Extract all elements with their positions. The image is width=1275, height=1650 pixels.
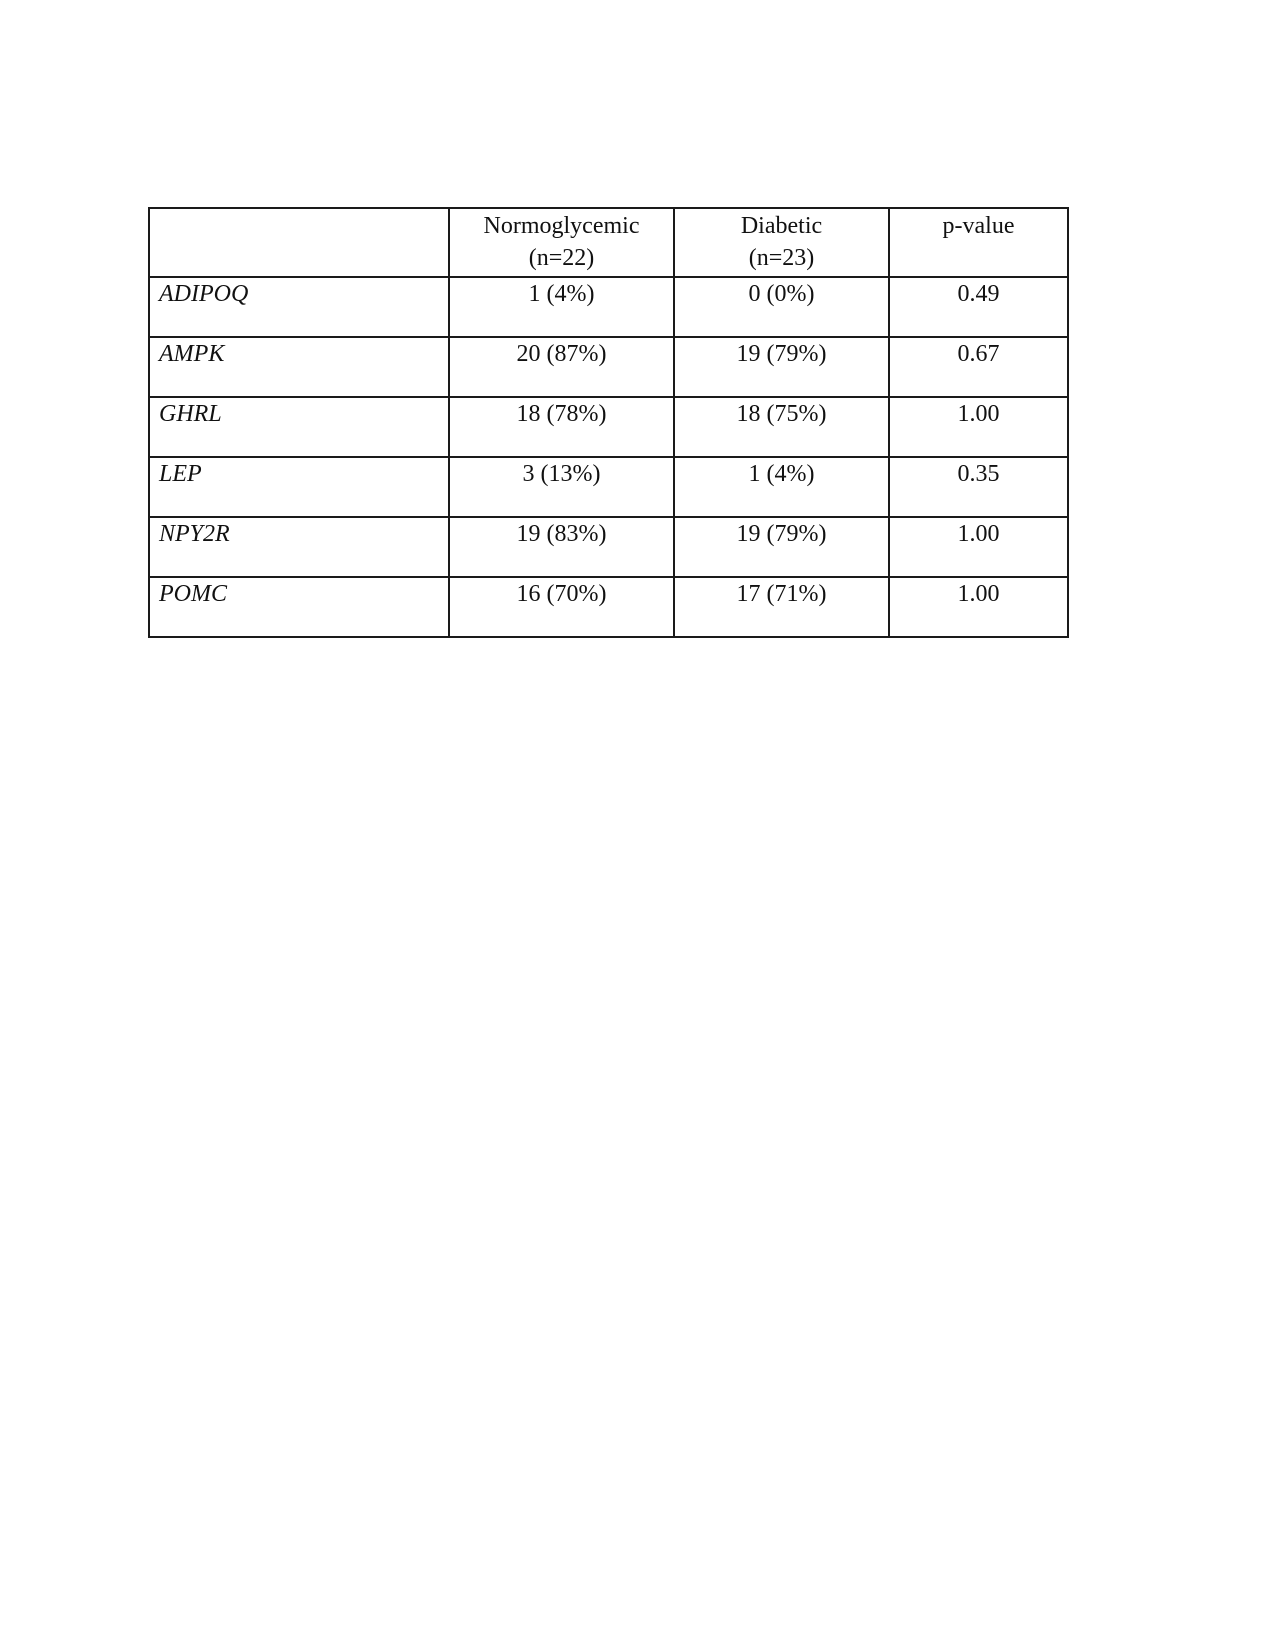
header-diabetic-n: (n=23) (748, 245, 815, 271)
p-value-cell: 1.00 (889, 577, 1068, 637)
header-cell-normoglycemic (449, 208, 674, 277)
normoglycemic-cell: 20 (87%) (449, 337, 674, 397)
header-normoglycemic-n: (n=22) (528, 245, 595, 271)
normoglycemic-cell: 19 (83%) (449, 517, 674, 577)
table-row (149, 577, 1068, 637)
diabetic-cell: 19 (79%) (674, 517, 889, 577)
table-header-row (149, 208, 1068, 277)
gene-name-cell: AMPK (149, 337, 449, 397)
diabetic-cell: 1 (4%) (674, 457, 889, 517)
table-row (149, 517, 1068, 577)
normoglycemic-cell: 18 (78%) (449, 397, 674, 457)
p-value-cell: 0.49 (889, 277, 1068, 337)
normoglycemic-cell: 3 (13%) (449, 457, 674, 517)
header-p-value-label: p-value (942, 213, 1015, 239)
normoglycemic-cell: 16 (70%) (449, 577, 674, 637)
diabetic-cell: 17 (71%) (674, 577, 889, 637)
header-normoglycemic-label: Normoglycemic (483, 213, 640, 239)
gene-name-cell: NPY2R (149, 517, 449, 577)
header-cell-p-value (889, 208, 1068, 277)
p-value-cell: 0.35 (889, 457, 1068, 517)
table-row (149, 397, 1068, 457)
diabetic-cell: 18 (75%) (674, 397, 889, 457)
table-row (149, 337, 1068, 397)
table-row (149, 457, 1068, 517)
header-diabetic-label: Diabetic (740, 213, 823, 239)
gene-name-cell: LEP (149, 457, 449, 517)
p-value-cell: 1.00 (889, 397, 1068, 457)
gene-expression-table (148, 207, 1069, 638)
header-cell-diabetic (674, 208, 889, 277)
gene-name-cell: POMC (149, 577, 449, 637)
gene-name-cell: ADIPOQ (149, 277, 449, 337)
diabetic-cell: 0 (0%) (674, 277, 889, 337)
p-value-cell: 1.00 (889, 517, 1068, 577)
normoglycemic-cell: 1 (4%) (449, 277, 674, 337)
header-cell-gene (149, 208, 449, 277)
diabetic-cell: 19 (79%) (674, 337, 889, 397)
table-row (149, 277, 1068, 337)
gene-name-cell: GHRL (149, 397, 449, 457)
p-value-cell: 0.67 (889, 337, 1068, 397)
